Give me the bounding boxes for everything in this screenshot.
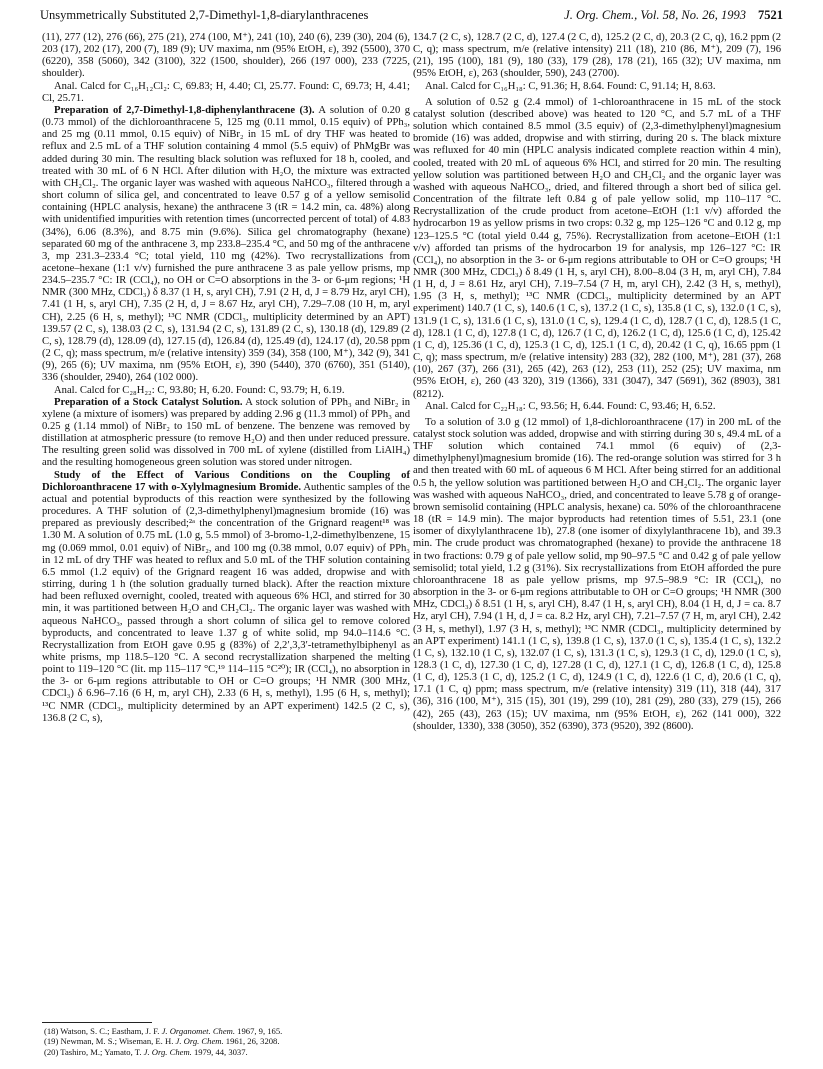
paragraph-nmr-continued: 134.7 (2 C, s), 128.7 (2 C, d), 127.4 (2 C, d), 125.2 (2 C, d), 20.3 (2 C, q), 16.2 ppm (2 C, q); mass spectrum, m/e (relative intensity) 211 (18), 210 (86, M⁺), 209 (7), 196 (21), 195 (100), 181 (9), 180 (33), 179 (28), 178 (21), 165 (32); UV maxima, nm (95% EtOH, ε), 263 (shoulder, 590), 243 (2700). — [413, 32, 781, 80]
section-heading-anthracene-3: Preparation of 2,7-Dimethyl-1,8-diphenylanthracene (3). — [54, 104, 315, 116]
paragraph-analysis-biphenyl: Anal. Calcd for C₁₆H₁₈: C, 91.36; H, 8.64. Found: C, 91.14; H, 8.63. — [425, 80, 716, 92]
paragraph-preparation-anthracene-3 — [42, 105, 410, 385]
running-head-title: Unsymmetrically Substituted 2,7-Dimethyl-1,8-diarylanthracenes — [40, 8, 369, 22]
footnote-20: (20) Tashiro, M.; Yamato, T. J. Org. Chem. 1979, 44, 3037. — [44, 1046, 248, 1057]
paragraph-chloroanthracene-18: To a solution of 3.0 g (12 mmol) of 1,8-dichloroanthracene (17) in 200 mL of the catalyst stock solution was added, dropwise and with stirring during 30 s, 49.4 mL of a THF solution which contained 74.1 mmol (6 equiv) of (2,3-dimethylphenyl)magnesium bromide (16). The red-orange solution was stirred for 3 h and then treated with 60 mL of aqueous 6 M HCl. After being stirred for an additional 0.5 h, the yellow solution was partitioned between H₂O and CH₂Cl₂. The organic layer was washed with aqueous NaHCO₃, dried, and concentrated to leave 5.78 g of orange-brown semisolid containing (HPLC analysis, hexane) ca. 50% of the chloroanthracene 18 (tR = 14.9 min). The major byproducts had retention times of 5.51, 23.1 (one isomer of dixylylanthracene 1b), 27.8 (one isomer of dixylylanthracene 1b), and 39.3 min. The crude product was chromatographed (hexane) to provide the anthracene 18 in two fractions: 0.79 g of pale yellow solid, mp 90–97.5 °C and 0.42 g of pale yellow semisolid; total yield, 1.2 g (31%). Six recrystallizations from EtOH afforded the pure chloroanthracene 18 as pale yellow prisms, mp 97.5–98.9 °C: IR (CCl₄), no absorption in the 3- or 6-μm regions attributable to OH or C=O groups; ¹H NMR (300 MHz, CDCl₃) δ 8.51 (1 H, s, aryl CH), 8.47 (1 H, s, aryl CH), 8.04 (1 H, d, J = ca. 8.7 Hz, aryl CH), 7.94 (1 H, d, J = ca. 8.2 Hz, aryl CH), 7.21–7.57 (7 H, m, aryl CH), 2.42 (3 H, s, methyl), 1.97 (3 H, s, methyl); ¹³C NMR (CDCl₃, multiplicity determined by an APT experiment) 141.1 (1 C, s), 139.8 (1 C, s), 137.0 (1 C, s), 135.4 (1 C, s), 132.2 (1 C, s), 132.10 (1 C, s), 132.07 (1 C, s), 131.3 (1 C, s), 129.3 (1 C, d), 129.0 (1 C, s), 128.3 (1 C, d), 127.30 (1 C, d), 127.28 (1 C, d), 127.1 (1 C, d), 126.8 (1 C, d), 125.8 (1 C, d), 125.3 (1 C, d), 125.2 (1 C, d), 124.9 (1 C, d), 122.6 (1 C, d), 20.6 (1 C, q), 17.1 (1 C, q) ppm; mass spectrum, m/e (relative intensity) 319 (11), 318 (44), 317 (36), 316 (100, M⁺), 315 (15), 301 (19), 299 (10), 281 (29), 280 (33), 279 (15), 266 (42), 265 (43), 263 (15); UV maxima, nm (95% EtOH, ε), 262 (141 000), 322 (shoulder, 1330), 338 (3050), 352 (6390), 373 (9520), 392 (8600). — [413, 416, 781, 732]
journal-citation: J. Org. Chem., Vol. 58, No. 26, 1993 — [564, 8, 746, 22]
right-column — [413, 32, 781, 1052]
paragraph-analysis-hydrocarbon-19: Anal. Calcd for C₂₂H₁₈: C, 93.56; H, 6.44. Found: C, 93.46; H, 6.52. — [425, 400, 716, 412]
paragraph-body-coupling-study: Authentic samples of the actual and potential byproducts of this reaction were synthesized by the following procedures. A THF solution of (2,3-dimethylphenyl)magnesium bromide (16) was prepared as previously described;²ᵃ the concentration of the Grignard reagent¹⁸ was 1.30 M. A solution of 0.75 mL (1.0 g, 5.5 mmol) of 3-bromo-1,2-dimethylbenzene, 15 mg (0.069 mmol, 0.01 equiv) of NiBr₂, and 100 mg (0.38 mmol, 0.07 equiv) of PPh₃ in 12 mL of dry THF was heated to reflux and 5.0 mL of the THF solution containing 6.5 mmol (1.2 equiv) of the Grignard reagent 16 was added, dropwise and with stirring, during 1 h (the solution gradually turned black). After the reaction mixture had been refluxed overnight, cooled, treated with aqueous 6% HCl, and stirred for 30 min, it was partitioned between H₂O and CH₂Cl₂. The organic layer was washed with aqueous NaHCO₃, passed through a short column of silica gel to remove colored byproducts, and concentrated to leave 1.37 g of white solid, mp 94.0–114.6 °C. Recrystallization from EtOH gave 0.95 g (83%) of 2,2′,3,3′-tetramethylbiphenyl as white prisms, mp 118.5–120 °C. A second recrystallization sharpened the melting point to 119–120 °C (lit. mp 115–117 °C,¹⁹ 114–115 °C²⁰); IR (CCl₄), no absorption in the 3- or 6-μm regions attributable to OH or C=O groups; ¹H NMR (300 MHz, CDCl₃) δ 6.96–7.16 (6 H, m, aryl CH), 2.33 (6 H, s, methyl), 1.95 (6 H, s, methyl); ¹³C NMR (CDCl₃, multiplicity determined by an APT experiment) 142.5 (2 C, s), 136.8 (2 C, s), — [42, 481, 410, 724]
footnote-18: (18) Watson, S. C.; Eastham, J. F. J. Organomet. Chem. 1967, 9, 165. — [44, 1026, 283, 1036]
running-head — [40, 8, 783, 26]
paragraph-stock-catalyst — [42, 397, 410, 470]
paragraph-coupling-study — [42, 470, 410, 725]
left-column — [42, 32, 410, 1018]
paragraph-spectral-data-continued: (11), 277 (12), 276 (66), 275 (21), 274 (100, M⁺), 241 (10), 240 (6), 239 (30), 204 (6), 203 (17), 202 (17), 200 (7), 189 (9); UV maxima, nm (95% EtOH, ε), 392 (5500), 370 (6220), 358 (5060), 342 (3100), 322 (1500, shoulder), 266 (197 000), 233 (7225, shoulder). — [42, 32, 410, 80]
paragraph-analysis-dichloroanthracene: Anal. Calcd for C₁₆H₁₂Cl₂: C, 69.83; H, 4.40; Cl, 25.77. Found: C, 69.73; H, 4.41; Cl, 25.71. — [42, 80, 410, 104]
paragraph-analysis-anthracene-3: Anal. Calcd for C₂₈H₂₂: C, 93.80; H, 6.20. Found: C, 93.79; H, 6.19. — [54, 384, 345, 396]
paragraph-body-anthracene-3: A solution of 0.20 g (0.73 mmol) of the dichloroanthracene 5, 125 mg (0.11 mmol, 0.15 equiv) of PPh₃, and 25 mg (0.11 mmol, 0.15 equiv) of NiBr₂ in 15 mL of dry THF was heated to reflux and 2.5 mL of a THF solution containing 4 mmol (5.5 equiv) of PhMgBr was added during 30 min. The resulting black solution was refluxed for 18 h, cooled, and treated with 30 mL of 6 N HCl. After dilution with H₂O, the mixture was extracted with CH₂Cl₂. The organic layer was washed with aqueous NaHCO₃, filtered through a short column of silica gel, and concentrated to leave 0.57 g of a yellow semisolid containing (HPLC analysis, hexane) the anthracene 3 (tR = 14.2 min, ca. 48%) along with unidentified impurities with retention times (uncorrected percent of total) of 4.83 (34%), 6.06 (8.3%), and 8.75 min (9.6%). Silica gel chromatography (hexane) separated 60 mg of the anthracene 3, mp 233.8–235.4 °C, and 50 mg of the anthracene 3, mp 231.3–233.4 °C; total yield, 110 mg (42%). Two recrystallizations from acetone–hexane (1:1 v/v) furnished the pure anthracene 3 as pale yellow prisms, mp 234.5–235.7 °C: IR (CCl₄), no OH or C=O absorptions in the 3- or 6-μm regions; ¹H NMR (300 MHz, CDCl₃) δ 8.37 (1 H, s, aryl CH), 7.91 (2 H, d, J = 8.79 Hz, aryl CH), 7.41 (1 H, s, aryl CH), 7.35 (2 H, d, J = 8.67 Hz, aryl CH), 7.29–7.08 (10 H, m, aryl CH), 2.25 (6 H, s, methyl); ¹³C NMR (CDCl₃, multiplicity determined by an APT) 139.57 (2 C, s), 138.03 (2 C, s), 131.94 (2 C, s), 131.89 (2 C, s), 130.18 (d), 129.89 (2 C, s), 128.79 (d), 128.09 (d), 127.15 (d), 126.84 (d), 125.49 (d), 124.17 (d), 20.58 ppm (2 C, q); mass spectrum, m/e (relative intensity) 359 (34), 358 (100, M⁺), 342 (9), 341 (9), 265 (6); UV maxima, nm (95% EtOH, ε), 390 (5440), 370 (6760), 351 (5140), 336 (shoulder, 2940), 264 (102 000). — [42, 104, 410, 384]
section-heading-stock-catalyst: Preparation of a Stock Catalyst Solution. — [54, 396, 243, 408]
paragraph-hydrocarbon-19: A solution of 0.52 g (2.4 mmol) of 1-chloroanthracene in 15 mL of the stock catalyst solution (described above) was heated to 120 °C, and 5.7 mL of a THF solution which contained 8.5 mmol (3.5 equiv) of (2,3-dimethylphenyl)magnesium bromide (16) was added, dropwise and with stirring, during 20 s. The black mixture was refluxed for 40 min (HPLC analysis indicated complete reaction within 4 min), cooled, treated with 20 mL of aqueous 6% HCl, and stirred for 20 min. The resulting yellow solution was partitioned between H₂O and CH₂Cl₂ and the organic layer was washed with aqueous NaHCO₃, dried, and filtered through a short bed of silica gel. Concentration of the filtrate left 0.84 g of pale yellow solid, mp 110–117 °C. Recrystallization of the crude product from acetone–EtOH (1:1 v/v) afforded the hydrocarbon 19 as yellow prisms in two crops: 0.32 g, mp 125–126 °C and 0.12 g, mp 123–125.5 °C (total yield 0.44 g, 75%). Recrystallization from acetone–EtOH (1:1 v/v) afforded tan prisms of the hydrocarbon 19 for analysis, mp 126–127 °C: IR (CCl₄), no absorption in the 3- or 6-μm regions attributable to OH or C=O groups; ¹H NMR (300 MHz, CDCl₃) δ 8.49 (1 H, s, aryl CH), 8.00–8.04 (3 H, m, aryl CH), 7.84 (1 H, d, J = 8.61 Hz, aryl CH), 7.19–7.54 (7 H, m, aryl CH), 2.42 (3 H, s, methyl), 1.95 (3 H, s, methyl); ¹³C NMR (CDCl₃, multiplicity determined by an APT experiment) 140.7 (1 C, s), 140.6 (1 C, s), 137.2 (1 C, s), 135.8 (1 C, s), 132.0 (1 C, s), 131.9 (1 C, s), 131.6 (1 C, s), 131.0 (1 C, s), 129.4 (1 C, d), 128.7 (1 C, d), 128.5 (1 C, d), 128.1 (1 C, d), 127.8 (1 C, d), 126.7 (1 C, d), 126.2 (1 C, d), 125.6 (1 C, d), 125.42 (1 C, d), 125.36 (1 C, d), 125.3 (1 C, d), 125.1 (1 C, d), 20.42 (1 C, q), 16.65 ppm (1 C, q); mass spectrum, m/e (relative intensity) 283 (32), 282 (100, M⁺), 281 (37), 268 (10), 267 (37), 266 (31), 265 (42), 263 (12), 253 (11), 252 (25); UV maxima, nm (95% EtOH, ε), 260 (43 320), 319 (1366), 331 (3047), 347 (5691), 362 (8903), 381 (8212). — [413, 96, 781, 400]
footnotes — [44, 1026, 410, 1057]
running-head-journal-info — [564, 8, 783, 23]
footnote-19: (19) Newman, M. S.; Wiseman, E. H. J. Org. Chem. 1961, 26, 3208. — [44, 1036, 280, 1047]
page-number: 7521 — [758, 8, 783, 22]
footnote-divider — [42, 1022, 152, 1023]
section-heading-coupling-study: Study of the Effect of Various Conditions on the Coupling of Dichloroanthracene 17 with o-Xylylmagnesium Bromide. — [42, 469, 410, 493]
paragraph-body-stock-catalyst: A stock solution of PPh₃ and NiBr₂ in xylene (a mixture of isomers) was prepared by adding 2.96 g (11.3 mmol) of PPh₃ and 0.25 g (1.14 mmol) of NiBr₂ to 150 mL of benzene. The benzene was removed by distillation at atmospheric pressure (to remove H₂O) and then under reduced pressure. The resulting green solid was dissolved in 700 mL of xylene (distilled from LiAlH₄) and the resulting homogeneous green solution was stored under nitrogen. — [42, 396, 410, 469]
